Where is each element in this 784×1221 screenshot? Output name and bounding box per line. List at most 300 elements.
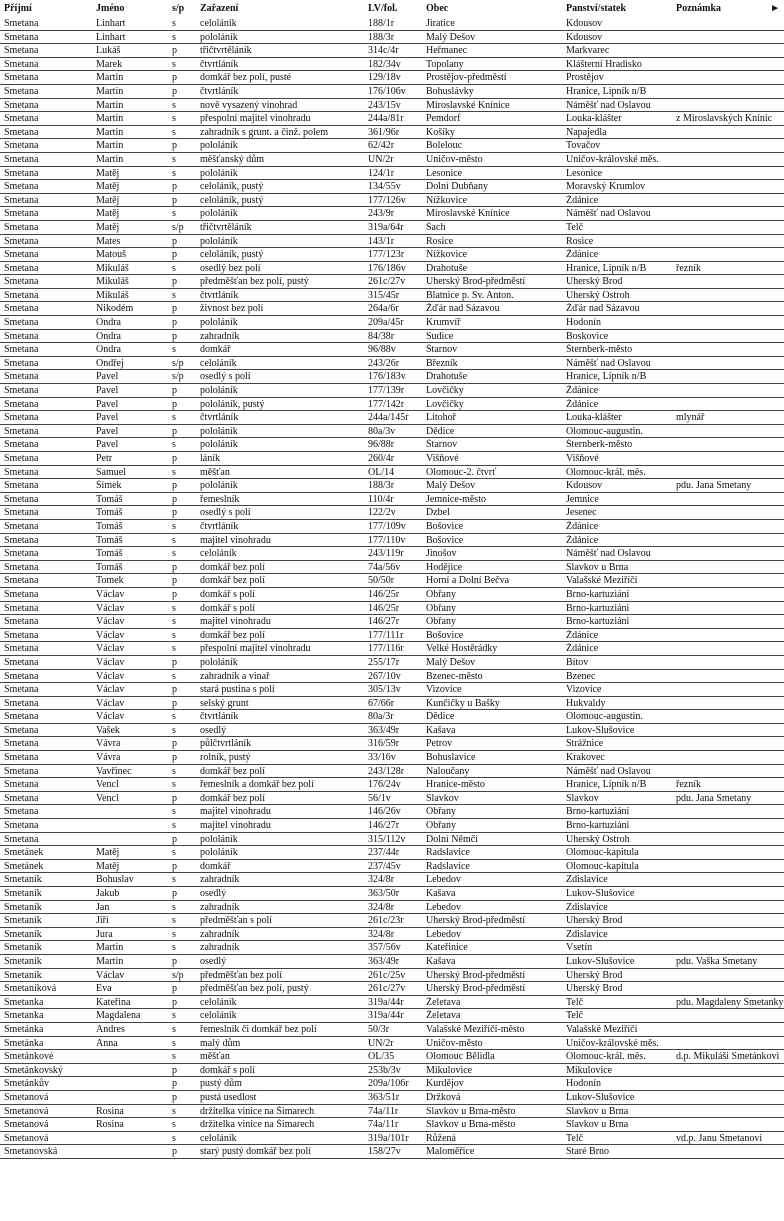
- cell-classification: domkář bez polí: [200, 575, 265, 587]
- cell-obec: Dolní Němčí: [426, 833, 478, 845]
- cell-sp: s: [172, 31, 176, 43]
- cell-name: Vašek: [96, 724, 120, 736]
- cell-classification: měšťan: [200, 1051, 230, 1063]
- cell-obec: Malý Dešov: [426, 656, 476, 668]
- cell-panstvi: Vsetín: [566, 942, 593, 954]
- cell-obec: Slavkov u Brna-město: [426, 1105, 516, 1117]
- table-row: [0, 289, 784, 303]
- cell-panstvi: Hodonín: [566, 1078, 601, 1090]
- cell-surname: Smetana: [4, 425, 39, 437]
- cell-obec: Višňové: [426, 453, 459, 464]
- cell-lv: 62/42r: [368, 140, 395, 152]
- cell-name: Vávra: [96, 752, 121, 764]
- cell-sp: p: [172, 480, 177, 492]
- cell-sp: p: [172, 235, 177, 247]
- cell-panstvi: Slavkov u Brna: [566, 1119, 629, 1131]
- cell-sp: p: [172, 1064, 177, 1076]
- header-sp: s/p: [172, 3, 185, 14]
- cell-surname: Smetana: [4, 697, 39, 709]
- cell-sp: p: [172, 983, 177, 995]
- cell-classification: zahradník a vinař: [200, 670, 270, 682]
- cell-lv: 177/139r: [368, 385, 405, 397]
- cell-sp: s: [172, 874, 176, 886]
- cell-classification: půlčtvrtláník: [200, 738, 252, 750]
- cell-name: Rosina: [96, 1119, 124, 1131]
- cell-sp: p: [172, 697, 177, 709]
- header-name: Jméno: [96, 3, 125, 14]
- cell-panstvi: Náměšť nad Oslavou: [566, 99, 651, 111]
- cell-obec: Košíky: [426, 126, 455, 138]
- cell-obec: Olomouc Bělidla: [426, 1051, 495, 1063]
- cell-panstvi: Ždánice: [566, 534, 599, 546]
- cell-obec: Velké Hostěrádky: [426, 643, 498, 655]
- cell-sp: s: [172, 915, 176, 927]
- cell-panstvi: Uherský Brod: [566, 969, 623, 981]
- table-row: [0, 1023, 784, 1037]
- cell-classification: předměšťan bez polí, pustý: [200, 276, 309, 288]
- cell-classification: pololáník, pustý: [200, 398, 265, 410]
- cell-obec: Dzbel: [426, 507, 450, 519]
- cell-surname: Smetana: [4, 480, 39, 492]
- cell-name: Tomáš: [96, 561, 123, 573]
- cell-sp: s: [172, 1037, 176, 1049]
- cell-lv: 177/126v: [368, 194, 406, 206]
- table-row: [0, 99, 784, 113]
- cell-panstvi: Rosice: [566, 235, 594, 247]
- cell-sp: s: [172, 643, 176, 655]
- cell-lv: 74a/11r: [368, 1105, 399, 1117]
- cell-lv: 134/55v: [368, 181, 401, 193]
- cell-sp: s: [172, 439, 176, 451]
- cell-name: Tomek: [96, 575, 124, 587]
- cell-surname: Smetánek: [4, 847, 44, 859]
- cell-panstvi: Brno-kartuziáni: [566, 588, 630, 600]
- cell-classification: celoláník: [200, 1010, 237, 1022]
- cell-panstvi: Lukov-Slušovice: [566, 888, 635, 899]
- cell-lv: 129/18v: [368, 72, 401, 84]
- cell-name: Pavel: [96, 385, 119, 397]
- cell-surname: Smetana: [4, 126, 39, 138]
- cell-sp: s: [172, 616, 176, 628]
- cell-lv: 244a/145r: [368, 412, 409, 424]
- cell-lv: 146/25r: [368, 588, 400, 600]
- table-row: [0, 167, 784, 181]
- cell-lv: 188/1r: [368, 18, 395, 29]
- cell-obec: Březník: [426, 357, 458, 369]
- cell-lv: 261c/27v: [368, 276, 406, 288]
- cell-panstvi: Ždánice: [566, 249, 599, 261]
- cell-sp: p: [172, 752, 177, 764]
- table-row: [0, 275, 784, 289]
- cell-surname: Smetánkové: [4, 1051, 54, 1063]
- cell-classification: stará pustina s polí: [200, 684, 275, 696]
- cell-name: Ondra: [96, 317, 121, 329]
- cell-obec: Malý Dešov: [426, 31, 476, 43]
- cell-lv: 80a/3v: [368, 425, 396, 437]
- cell-panstvi: Hranice, Lipník n/B: [566, 371, 647, 383]
- cell-name: Martin: [96, 140, 124, 152]
- cell-classification: pololáník: [200, 425, 238, 437]
- cell-lv: 315/112v: [368, 833, 406, 845]
- cell-panstvi: Louka-klášter: [566, 412, 622, 424]
- cell-sp: p: [172, 385, 177, 397]
- cell-lv: 84/38r: [368, 330, 395, 342]
- cell-panstvi: Ždánice: [566, 385, 599, 397]
- cell-surname: Smetana: [4, 711, 39, 723]
- cell-panstvi: Uherský Ostroh: [566, 289, 630, 301]
- cell-name: Martin: [96, 72, 124, 84]
- cell-note: pdu. Jana Smetany: [676, 792, 752, 804]
- cell-name: Tomáš: [96, 493, 123, 505]
- cell-classification: čtvrtláník: [200, 85, 239, 97]
- cell-surname: Smetana: [4, 724, 39, 736]
- table-row: [0, 180, 784, 194]
- cell-panstvi: Lukov-Slušovice: [566, 724, 635, 736]
- cell-classification: osedlý s polí: [200, 371, 251, 383]
- cell-obec: Štarnov: [426, 439, 458, 451]
- table-row: [0, 370, 784, 384]
- cell-surname: Smetaník: [4, 928, 42, 940]
- cell-surname: Smetana: [4, 140, 39, 152]
- cell-classification: osedlý: [200, 888, 227, 899]
- cell-obec: Lebedov: [426, 901, 461, 913]
- cell-sp: p: [172, 955, 177, 967]
- cell-surname: Smetana: [4, 656, 39, 668]
- cell-panstvi: Hodonín: [566, 317, 601, 329]
- cell-lv: 176/183v: [368, 371, 406, 383]
- cell-panstvi: Šternberk-město: [566, 344, 633, 356]
- cell-obec: Bzenec-město: [426, 670, 483, 682]
- cell-lv: 319a/44r: [368, 1010, 404, 1022]
- cell-obec: Dědice: [426, 711, 455, 723]
- cell-name: Kateřina: [96, 996, 131, 1008]
- cell-classification: zahradník s grunt. a činž. polem: [200, 126, 329, 138]
- cell-surname: Smetana: [4, 616, 39, 628]
- cell-name: Matěj: [96, 194, 120, 206]
- cell-panstvi: Markvarec: [566, 45, 610, 57]
- cell-lv: 80a/3r: [368, 711, 394, 723]
- cell-obec: Bošovice: [426, 534, 464, 546]
- cell-sp: s: [172, 534, 176, 546]
- cell-obec: Uherský Brod-předměstí: [426, 969, 526, 981]
- cell-sp: s: [172, 847, 176, 859]
- cell-panstvi: Uničov-královské měs.: [566, 1037, 659, 1049]
- cell-panstvi: Brno-kartuziáni: [566, 616, 630, 628]
- cell-name: Mikuláš: [96, 276, 129, 288]
- cell-name: Mikuláš: [96, 289, 129, 301]
- table-row: [0, 765, 784, 779]
- cell-name: Václav: [96, 670, 125, 682]
- cell-obec: Blatnice p. Sv. Anton.: [426, 289, 514, 301]
- cell-lv: 122/2v: [368, 507, 396, 519]
- cell-note: řezník: [676, 262, 701, 274]
- table-row: [0, 642, 784, 656]
- cell-name: Anna: [96, 1037, 118, 1049]
- cell-surname: Smetánkův: [4, 1078, 49, 1090]
- cell-surname: Smetaník: [4, 942, 42, 954]
- cell-surname: Smetana: [4, 670, 39, 682]
- table-row: [0, 520, 784, 534]
- cell-note: mlynář: [676, 412, 705, 424]
- cell-surname: Smetana: [4, 194, 39, 206]
- table-row: [0, 1050, 784, 1064]
- cell-lv: 146/27r: [368, 616, 400, 628]
- cell-obec: Lovčičky: [426, 398, 464, 410]
- cell-lv: 176/106v: [368, 85, 406, 97]
- cell-classification: pololáník: [200, 31, 238, 43]
- cell-panstvi: Jesenec: [566, 507, 597, 519]
- cell-obec: Štarnov: [426, 344, 458, 356]
- cell-sp: p: [172, 493, 177, 505]
- table-row: [0, 1064, 784, 1078]
- cell-classification: třičtvrtěláník: [200, 45, 252, 57]
- cell-classification: třičtvrtěláník: [200, 221, 252, 233]
- table-row: [0, 1118, 784, 1132]
- cell-name: Vavřinec: [96, 765, 132, 777]
- table-row: [0, 1077, 784, 1091]
- cell-classification: osedlý s polí: [200, 507, 251, 519]
- cell-obec: Bošovice: [426, 520, 464, 532]
- cell-lv: 74a/11r: [368, 1119, 399, 1131]
- cell-sp: s: [172, 1132, 176, 1144]
- table-row: [0, 58, 784, 72]
- cell-sp: s: [172, 520, 176, 532]
- table-row: [0, 561, 784, 575]
- table-row: [0, 1132, 784, 1146]
- cell-surname: Smetánka: [4, 1023, 44, 1035]
- cell-lv: 177/142r: [368, 398, 405, 410]
- cell-classification: rolník, pustý: [200, 752, 251, 764]
- cell-note: řezník: [676, 779, 701, 791]
- cell-name: Martin: [96, 942, 124, 954]
- cell-classification: pololáník: [200, 140, 238, 152]
- table-row: [0, 1009, 784, 1023]
- cell-obec: Horní a Dolní Bečva: [426, 575, 510, 587]
- cell-surname: Smetana: [4, 18, 39, 29]
- cell-name: Pavel: [96, 398, 119, 410]
- cell-lv: 67/66r: [368, 697, 395, 709]
- cell-sp: s: [172, 58, 176, 70]
- cell-surname: Smetaník: [4, 915, 42, 927]
- cell-panstvi: Kdousov: [566, 31, 603, 43]
- cell-sp: p: [172, 249, 177, 261]
- cell-obec: Malý Dešov: [426, 480, 476, 492]
- cell-classification: starý pustý domkář bez polí: [200, 1146, 312, 1158]
- cell-lv: 319a/101r: [368, 1132, 409, 1144]
- cell-lv: 314c/4r: [368, 45, 399, 57]
- cell-lv: 267/10v: [368, 670, 401, 682]
- cell-name: Vávra: [96, 738, 121, 750]
- cell-note: vd.p. Janu Smetanovi: [676, 1132, 763, 1144]
- cell-obec: Bolelouc: [426, 140, 463, 152]
- cell-sp: s: [172, 126, 176, 138]
- cell-panstvi: Krakovec: [566, 752, 605, 764]
- cell-obec: Miroslavské Knínice: [426, 99, 510, 111]
- cell-classification: osedlý: [200, 955, 227, 967]
- table-row: [0, 547, 784, 561]
- cell-lv: 143/1r: [368, 235, 395, 247]
- cell-classification: domkář bez polí, pusté: [200, 72, 292, 84]
- header-note: Poznámka: [676, 3, 721, 14]
- cell-panstvi: Brno-kartuziáni: [566, 820, 630, 832]
- cell-panstvi: Valašské Meziříčí: [566, 1023, 638, 1035]
- cell-classification: celoláník: [200, 996, 237, 1008]
- cell-surname: Smetanovská: [4, 1146, 58, 1158]
- cell-sp: s: [172, 765, 176, 777]
- cell-panstvi: Bítov: [566, 656, 589, 668]
- cell-lv: 357/56v: [368, 942, 401, 954]
- cell-surname: Smetana: [4, 412, 39, 424]
- cell-obec: Topolany: [426, 58, 464, 70]
- cell-panstvi: Uherský Brod: [566, 915, 623, 927]
- cell-name: Martin: [96, 126, 124, 138]
- cell-classification: pololáník: [200, 208, 238, 220]
- cell-panstvi: Kdousov: [566, 18, 603, 29]
- cell-panstvi: Telč: [566, 1010, 584, 1022]
- cell-panstvi: Ždánice: [566, 398, 599, 410]
- cell-sp: s: [172, 113, 176, 125]
- cell-surname: Smetana: [4, 806, 39, 818]
- cell-lv: 74a/56v: [368, 561, 401, 573]
- cell-panstvi: Hranice, Lipník n/B: [566, 779, 647, 791]
- cell-name: Rosina: [96, 1105, 124, 1117]
- cell-lv: 176/24v: [368, 779, 401, 791]
- cell-sp: p: [172, 453, 177, 464]
- cell-note: z Miroslavských Knínic: [676, 113, 773, 125]
- cell-lv: 177/110v: [368, 534, 406, 546]
- cell-lv: 324/8r: [368, 901, 395, 913]
- cell-panstvi: Tovačov: [566, 140, 601, 152]
- table-row: [0, 887, 784, 901]
- cell-surname: Smetana: [4, 439, 39, 451]
- cell-panstvi: Jemnice: [566, 493, 599, 505]
- cell-surname: Smetaník: [4, 874, 42, 886]
- cell-panstvi: Brno-kartuziáni: [566, 602, 630, 614]
- cell-classification: zahradník: [200, 901, 240, 913]
- cell-surname: Smetana: [4, 398, 39, 410]
- cell-surname: Smetana: [4, 466, 39, 478]
- table-row: [0, 901, 784, 915]
- cell-name: Samuel: [96, 466, 126, 478]
- table-row: [0, 846, 784, 860]
- table-row: [0, 751, 784, 765]
- cell-surname: Smetana: [4, 493, 39, 505]
- cell-surname: Smetana: [4, 235, 39, 247]
- table-row: [0, 588, 784, 602]
- cell-surname: Smetana: [4, 588, 39, 600]
- cell-classification: domkář: [200, 344, 231, 356]
- cell-name: Petr: [96, 453, 113, 464]
- cell-classification: předměšťan s polí: [200, 915, 273, 927]
- cell-sp: p: [172, 45, 177, 57]
- cell-lv: 253b/3v: [368, 1064, 401, 1076]
- cell-panstvi: Náměšť nad Oslavou: [566, 765, 651, 777]
- cell-obec: Kašava: [426, 955, 456, 967]
- cell-obec: Heřmanec: [426, 45, 468, 57]
- table-row: [0, 479, 784, 493]
- cell-lv: 261c/23r: [368, 915, 404, 927]
- header-surname: Příjmí: [4, 3, 32, 14]
- cell-panstvi: Louka-klášter: [566, 113, 622, 125]
- cell-classification: nově vysazený vinohrad: [200, 99, 298, 111]
- cell-panstvi: Uherský Brod: [566, 276, 623, 288]
- cell-sp: p: [172, 1091, 177, 1103]
- cell-name: Martin: [96, 113, 124, 125]
- cell-surname: Smetana: [4, 453, 39, 464]
- cell-name: Pavel: [96, 439, 119, 451]
- cell-panstvi: Olomouc-král. měs.: [566, 1051, 646, 1063]
- cell-surname: Smetana: [4, 792, 39, 804]
- cell-surname: Smetana: [4, 561, 39, 573]
- cell-classification: celoláník, pustý: [200, 249, 264, 261]
- cell-surname: Smetana: [4, 153, 39, 165]
- table-row: [0, 602, 784, 616]
- cell-lv: 177/123r: [368, 249, 405, 261]
- cell-obec: Valašské Meziříčí-město: [426, 1023, 525, 1035]
- cell-panstvi: Olomouc-kapitula: [566, 847, 639, 859]
- cell-classification: pololáník: [200, 317, 238, 329]
- cell-obec: Uničov-město: [426, 1037, 483, 1049]
- table-header: [0, 0, 784, 17]
- cell-obec: Nížkovice: [426, 249, 468, 261]
- cell-name: Martin: [96, 99, 124, 111]
- table-row: [0, 17, 784, 31]
- cell-classification: čtvrtláník: [200, 711, 239, 723]
- cell-classification: majitel vinohradu: [200, 616, 271, 628]
- cell-sp: p: [172, 398, 177, 410]
- cell-surname: Smetana: [4, 45, 39, 57]
- cell-name: Tomáš: [96, 520, 123, 532]
- cell-classification: láník: [200, 453, 220, 464]
- next-page-arrow-icon[interactable]: ►: [770, 3, 780, 14]
- cell-panstvi: Slavkov u Brna: [566, 561, 629, 573]
- cell-surname: Smetana: [4, 534, 39, 546]
- cell-surname: Smetana: [4, 520, 39, 532]
- cell-sp: p: [172, 330, 177, 342]
- cell-obec: Sudice: [426, 330, 454, 342]
- cell-surname: Smetana: [4, 344, 39, 356]
- cell-panstvi: Slavkov: [566, 792, 599, 804]
- table-row: [0, 629, 784, 643]
- cell-sp: p: [172, 1146, 177, 1158]
- cell-name: Václav: [96, 656, 125, 668]
- table-row: [0, 819, 784, 833]
- cell-surname: Smetana: [4, 629, 39, 641]
- cell-obec: Jinošov: [426, 548, 457, 560]
- table-row: [0, 85, 784, 99]
- cell-classification: malý dům: [200, 1037, 241, 1049]
- cell-name: Andres: [96, 1023, 125, 1035]
- cell-obec: Uherský Brod-předměstí: [426, 276, 526, 288]
- cell-sp: p: [172, 684, 177, 696]
- cell-lv: 124/1r: [368, 167, 395, 179]
- cell-name: Mates: [96, 235, 121, 247]
- cell-name: Václav: [96, 588, 125, 600]
- cell-panstvi: Olomouc-augustin.: [566, 425, 643, 437]
- cell-sp: p: [172, 72, 177, 84]
- cell-classification: pololáník: [200, 847, 238, 859]
- cell-classification: pustá usedlost: [200, 1091, 257, 1103]
- cell-lv: 264a/6r: [368, 303, 399, 315]
- cell-name: Matěj: [96, 860, 120, 872]
- cell-panstvi: Zdislavice: [566, 928, 608, 940]
- cell-name: Vencl: [96, 779, 119, 791]
- cell-lv: 243/15v: [368, 99, 401, 111]
- cell-obec: Bošovice: [426, 629, 464, 641]
- cell-classification: pololáník: [200, 833, 238, 845]
- cell-obec: Želetava: [426, 1010, 461, 1022]
- cell-classification: měšťan: [200, 466, 230, 478]
